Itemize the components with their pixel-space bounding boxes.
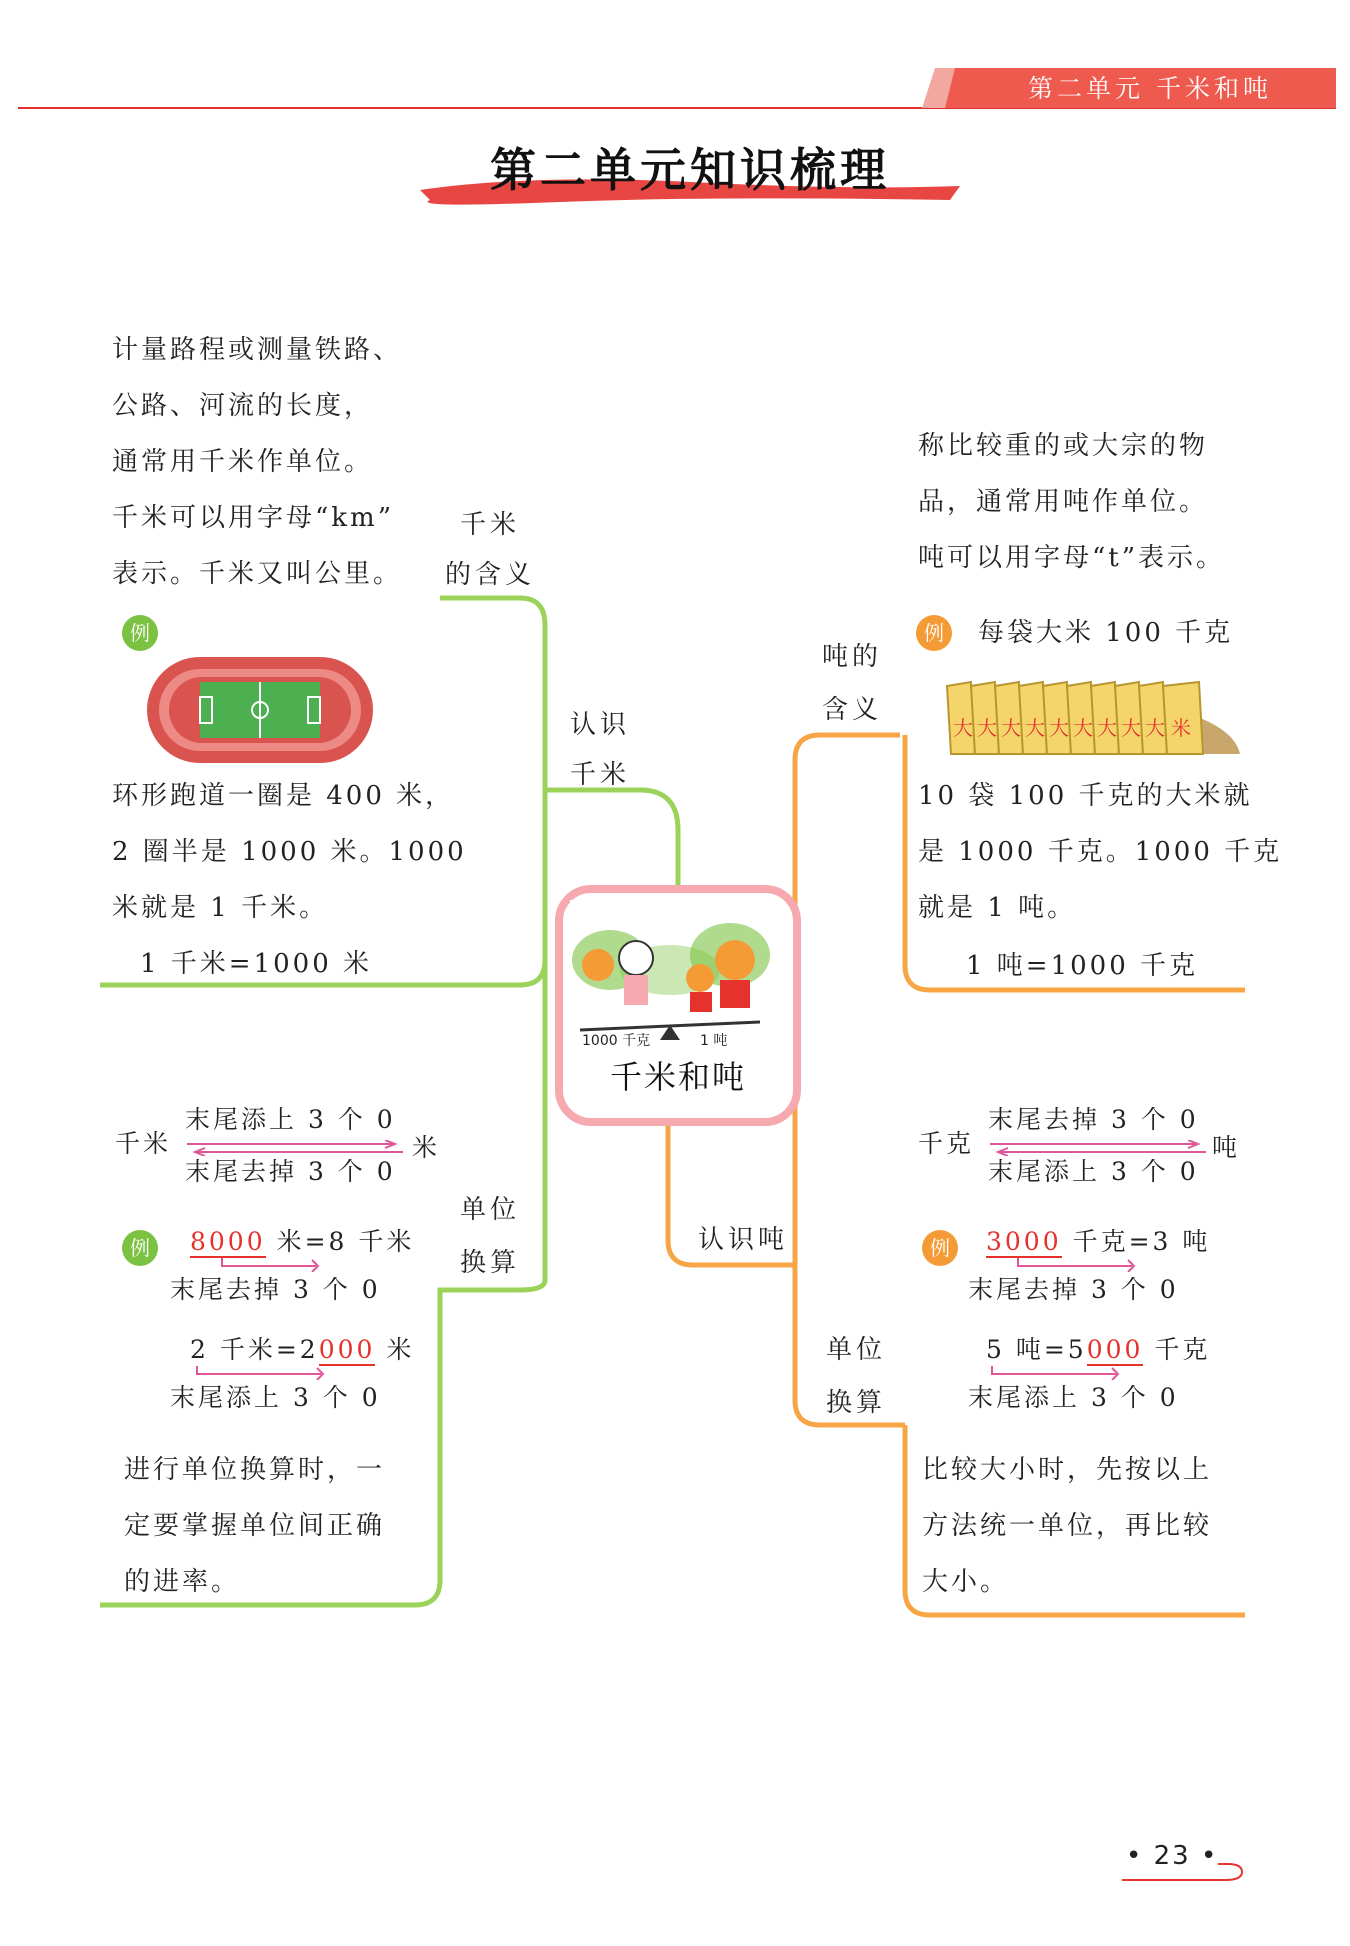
- rice-bag-label: 大: [1001, 716, 1021, 740]
- rice-bag-label: 大: [1025, 716, 1045, 740]
- scale-left-label: 1000 千克: [582, 1033, 651, 1049]
- ton-example-line-2: 是 1000 千克。1000 千克: [918, 837, 1283, 867]
- branch-label-ton-conv-2: 换算: [826, 1388, 887, 1418]
- km-example-line-2: 2 圈半是 1000 米。1000: [112, 837, 467, 867]
- ton-conv-to-unit: 吨: [1212, 1133, 1241, 1162]
- km-example-line-3: 米就是 1 千米。: [112, 893, 329, 923]
- ton-meaning-line-1: 称比较重的或大宗的物: [918, 431, 1209, 461]
- running-track-image: [145, 655, 375, 765]
- ton-conv-example-1-note: 末尾去掉 3 个 0: [968, 1275, 1179, 1304]
- rice-bag-label: 大: [1145, 716, 1165, 740]
- ton-conv-from-unit: 千克: [918, 1129, 975, 1158]
- ton-example-title: 每袋大米 100 千克: [978, 618, 1234, 648]
- rice-bag-label: 大: [1049, 716, 1069, 740]
- km-conv-tip-line-1: 进行单位换算时，一: [124, 1455, 386, 1485]
- km-meaning-line-3: 通常用千米作单位。: [112, 447, 374, 477]
- km-formula: 1 千米=1000 米: [140, 949, 373, 979]
- km-conv-arrow-top-label: 末尾添上 3 个 0: [185, 1105, 396, 1134]
- branch-label-km-conv-1: 单位: [460, 1195, 521, 1225]
- ton-example-line-3: 就是 1 吨。: [918, 893, 1077, 923]
- branch-label-km-conv-2: 换算: [460, 1248, 521, 1278]
- branch-label-ton-conv-1: 单位: [826, 1335, 887, 1365]
- example-badge-km: 例: [122, 615, 158, 651]
- rice-bag-label: 大: [1121, 716, 1141, 740]
- km-conv-example-1-note: 末尾去掉 3 个 0: [170, 1275, 381, 1304]
- rice-bags-image: [945, 676, 1245, 758]
- ton-conv-arrow-bottom-label: 末尾添上 3 个 0: [988, 1157, 1199, 1186]
- km-conv-tip-line-2: 定要掌握单位间正确: [124, 1511, 386, 1541]
- km-conv-to-unit: 米: [412, 1133, 441, 1162]
- center-topic-title: 千米和吨: [609, 1058, 746, 1096]
- ton-formula: 1 吨=1000 千克: [966, 951, 1199, 981]
- ton-conv-example-2-note: 末尾添上 3 个 0: [968, 1383, 1179, 1412]
- km-meaning-line-5: 表示。千米又叫公里。: [112, 559, 403, 589]
- km-conv-example-2: 2 千米=2000 米: [190, 1335, 415, 1364]
- branch-label-ton-meaning-1: 吨的: [822, 642, 883, 672]
- km-conv-from-unit: 千米: [115, 1129, 172, 1158]
- rice-bag-label: 米: [1171, 716, 1191, 740]
- unit-header-label: 第二单元 千米和吨: [1028, 74, 1272, 103]
- km-meaning-line-4: 千米可以用字母“km”: [112, 503, 394, 533]
- ton-conv-example-1: 3000 千克=3 吨: [986, 1227, 1211, 1256]
- branch-label-ton-meaning-2: 含义: [822, 695, 883, 725]
- ton-example-line-1: 10 袋 100 千克的大米就: [918, 781, 1253, 811]
- ton-conv-tip-line-3: 大小。: [922, 1567, 1010, 1597]
- page-number: • 23 •: [1126, 1841, 1219, 1871]
- km-conv-example-2-note: 末尾添上 3 个 0: [170, 1383, 381, 1412]
- km-meaning-line-1: 计量路程或测量铁路、: [112, 335, 403, 365]
- branch-label-km-meaning-2: 的含义: [445, 560, 536, 590]
- rice-bag-label: 大: [1097, 716, 1117, 740]
- branch-label-know-ton: 认识吨: [698, 1225, 789, 1255]
- scale-right-label: 1 吨: [700, 1033, 728, 1049]
- rice-bag-label: 大: [1073, 716, 1093, 740]
- branch-label-know-km-2: 千米: [570, 760, 631, 790]
- cartoon-characters-image: [570, 900, 770, 1050]
- ton-conv-tip-line-2: 方法统一单位，再比较: [922, 1511, 1213, 1541]
- km-conv-arrow-bottom-label: 末尾去掉 3 个 0: [185, 1157, 396, 1186]
- ton-conv-tip-line-1: 比较大小时，先按以上: [922, 1455, 1213, 1485]
- ton-meaning-line-3: 吨可以用字母“t”表示。: [918, 543, 1226, 573]
- km-meaning-line-2: 公路、河流的长度，: [112, 391, 374, 421]
- ton-conv-arrow-top-label: 末尾去掉 3 个 0: [988, 1105, 1199, 1134]
- example-badge-ton: 例: [916, 615, 952, 651]
- rice-bag-label: 大: [953, 716, 973, 740]
- km-example-line-1: 环形跑道一圈是 400 米，: [112, 781, 455, 811]
- branch-label-know-km-1: 认识: [570, 710, 631, 740]
- example-badge-ton-conv: 例: [922, 1230, 958, 1266]
- page-number-underline: [1120, 1862, 1250, 1886]
- branch-label-km-meaning-1: 千米: [460, 510, 521, 540]
- ton-meaning-line-2: 品，通常用吨作单位。: [918, 487, 1209, 517]
- rice-bag-label: 大: [977, 716, 997, 740]
- example-badge-km-conv: 例: [122, 1230, 158, 1266]
- km-conv-example-1: 8000 米=8 千米: [190, 1227, 415, 1256]
- km-conv-tip-line-3: 的进率。: [124, 1567, 241, 1597]
- ton-conv-example-2: 5 吨=5000 千克: [986, 1335, 1211, 1364]
- page-title: 第二单元知识梳理: [490, 143, 890, 197]
